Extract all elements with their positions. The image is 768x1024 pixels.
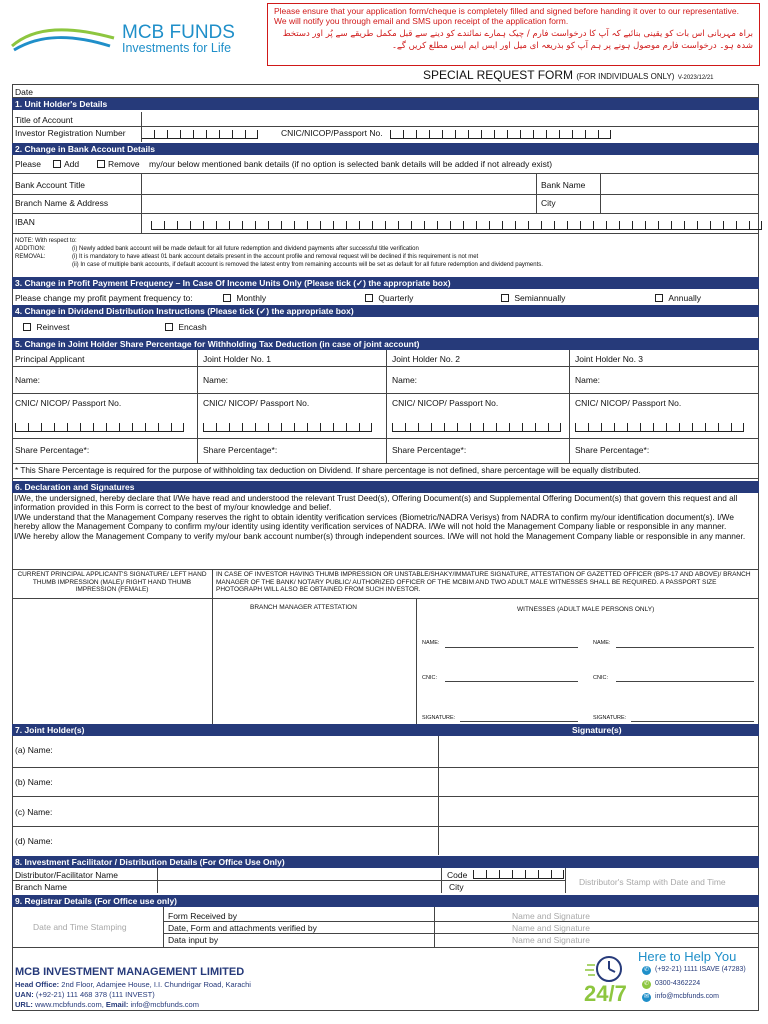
date-time-stamping: Date and Time Stamping	[33, 922, 127, 932]
data-input-by: Data input by	[168, 935, 219, 945]
option-monthly[interactable]	[223, 293, 266, 303]
quarterly-checkbox[interactable]	[365, 294, 373, 302]
divider	[12, 233, 759, 234]
option-annually[interactable]	[655, 293, 701, 303]
form-verified-name-sig: Name and Signature	[512, 923, 590, 933]
branch-name-address-label: Branch Name & Address	[15, 198, 109, 208]
monthly-checkbox[interactable]	[223, 294, 231, 302]
form-received-by: Form Received by	[168, 911, 237, 921]
help-email-address[interactable]: info@mcbfunds.com	[655, 993, 719, 1000]
code-label: Code	[447, 870, 468, 880]
option-encash[interactable]	[165, 322, 207, 332]
witness-1-signature: SIGNATURE:	[422, 715, 456, 721]
section-7-header	[12, 724, 759, 736]
encash-label: Encash	[178, 322, 207, 332]
section-2-header: 2. Change in Bank Account Details	[12, 143, 759, 155]
declaration-text	[14, 494, 759, 541]
col-joint-2: Joint Holder No. 2	[392, 354, 461, 364]
city-label-s8: City	[449, 882, 464, 892]
option-semiannually[interactable]	[501, 293, 565, 303]
thumb-note: IN CASE OF INVESTOR HAVING THUMB IMPRESSION OR UNSTABLE/SHAKY/IMMATURE SIGNATURE, ATTESTATION OF GAZETTED OFFICER (BPS-17 AND ABOVE)/ BRANCH MANAGER OF THE BANK/ NOTARY PUBLIC/ AUTHORIZED OFFICER OF THE MCBIM AND TWO ADULT MALE WITNESSES SHALL BE REQUIRED. A PASSPORT SIZE PHOTOGRAPH WILL ALSO BE OBTAINED FROM SUCH INVESTOR.	[216, 571, 751, 594]
help-email	[642, 993, 719, 1002]
investor-reg-label: Investor Registration Number	[15, 128, 126, 138]
phone-icon: ✆	[643, 967, 650, 973]
help-mobile	[642, 980, 700, 989]
divider	[12, 947, 759, 948]
form-subtitle: (FOR INDIVIDUALS ONLY)	[576, 72, 675, 81]
divider	[141, 126, 142, 142]
divider	[12, 826, 759, 827]
witness-2-cnic: CNIC:	[593, 675, 608, 681]
facilitator-name-label: Distributor/Facilitator Name	[15, 870, 118, 880]
divider	[12, 194, 759, 195]
bank-account-title-label: Bank Account Title	[15, 180, 85, 190]
help-phone	[642, 966, 746, 975]
brand-name: MCB FUNDS	[122, 22, 235, 43]
witness-2-signature: SIGNATURE:	[593, 715, 627, 721]
note-addition-text: (i) Newly added bank account will be made default for all future redemption and dividend payments after successful title verification	[72, 246, 419, 252]
divider	[12, 478, 759, 479]
witness-1-name: NAME:	[422, 640, 440, 646]
email-link[interactable]: info@mcbfunds.com	[130, 1000, 199, 1009]
note-title: NOTE: With respect to:	[15, 238, 77, 244]
uan	[15, 990, 155, 999]
code-boxes[interactable]	[473, 869, 564, 879]
witness-2-name-line[interactable]	[616, 647, 754, 648]
head-office-label: Head Office:	[15, 980, 60, 989]
help-title: Here to Help You	[638, 949, 737, 964]
remove-label: Remove	[108, 159, 140, 169]
section-9-header: 9. Registrar Details (For Office use only)	[12, 895, 759, 907]
city-label: City	[541, 198, 556, 208]
col-joint-1: Joint Holder No. 1	[203, 354, 272, 364]
annually-label: Annually	[668, 293, 701, 303]
name-principal: Name:	[15, 375, 41, 385]
mcb-funds-logo	[10, 24, 118, 54]
witnesses-heading: WITNESSES (ADULT MALE PERSONS ONLY)	[517, 606, 655, 613]
signature-heading: CURRENT PRINCIPAL APPLICANT'S SIGNATURE/ LEFT HAND THUMB IMPRESSION (MALE)/ RIGHT HAND THUMB IMPRESSION (FEMALE)	[17, 571, 207, 594]
bank-add-option[interactable]	[53, 159, 79, 169]
section-4-header: 4. Change in Dividend Distribution Instructions (Please tick (✓) the appropriate box)	[12, 305, 759, 317]
divider	[163, 907, 164, 947]
reinvest-label: Reinvest	[36, 322, 70, 332]
cnic-joint-3-boxes[interactable]	[575, 422, 744, 432]
divider	[12, 569, 759, 570]
help-mobile-number: 0300-4362224	[655, 980, 701, 987]
principal-signature-area[interactable]	[13, 599, 212, 723]
section-3-header: 3. Change in Profit Payment Frequency – In Case Of Income Units Only (Please tick (✓) the appropriate box)	[12, 277, 759, 289]
name-joint-2: Name:	[392, 375, 418, 385]
joint-holder-c: (c) Name:	[15, 807, 53, 817]
share-joint-3: Share Percentage*:	[575, 445, 650, 455]
notice-english: Please ensure that your application form/cheque is completely filled and signed before handing it over to our representative. We will notify you through email and SMS upon receipt of the application form.	[274, 6, 739, 26]
divider	[12, 796, 759, 797]
section-6-header: 6. Declaration and Signatures	[12, 481, 759, 493]
witness-1-signature-line[interactable]	[460, 721, 578, 722]
cnic-boxes[interactable]	[390, 129, 611, 139]
website-link[interactable]: www.mcbfunds.com,	[35, 1000, 104, 1009]
section-7-title: 7. Joint Holder(s)	[15, 725, 85, 735]
company-name: MCB INVESTMENT MANAGEMENT LIMITED	[15, 966, 245, 978]
head-office-address: 2nd Floor, Adamjee House, I.I. Chundrigar Road, Karachi	[61, 980, 251, 989]
witness-2-signature-line[interactable]	[631, 721, 754, 722]
data-input-name-sig: Name and Signature	[512, 935, 590, 945]
note-removal-text-1: (i) It is mandatory to have atleast 01 bank account details present in the account profile and removal request will be declined if this requirement is not met	[72, 254, 479, 260]
form-title-text: SPECIAL REQUEST FORM	[423, 68, 574, 82]
name-joint-1: Name:	[203, 375, 229, 385]
cnic-joint-1-label: CNIC/ NICOP/ Passport No.	[203, 398, 310, 408]
share-joint-2: Share Percentage*:	[392, 445, 467, 455]
section-5-header: 5. Change in Joint Holder Share Percentage for Withholding Tax Deduction (in case of joint account)	[12, 338, 759, 350]
distributor-stamp: Distributor's Stamp with Date and Time	[579, 877, 726, 887]
witness-1-cnic: CNIC:	[422, 675, 437, 681]
bank-account-title-field[interactable]	[142, 174, 536, 194]
cnic-principal-label: CNIC/ NICOP/ Passport No.	[15, 398, 122, 408]
option-quarterly[interactable]	[365, 293, 413, 303]
share-principal: Share Percentage*:	[15, 445, 90, 455]
form-version: V-2023/12/21	[677, 75, 714, 81]
title-of-account-field[interactable]	[141, 112, 759, 126]
quarterly-label: Quarterly	[378, 293, 414, 303]
col-joint-3: Joint Holder No. 3	[575, 354, 644, 364]
note-addition-label: ADDITION:	[15, 246, 46, 252]
divider	[12, 463, 759, 464]
form-received-name-sig: Name and Signature	[512, 911, 590, 921]
remove-checkbox[interactable]	[97, 160, 105, 168]
divider	[565, 868, 566, 893]
divider	[212, 569, 213, 724]
joint-holder-a: (a) Name:	[15, 745, 53, 755]
monthly-label: Monthly	[236, 293, 267, 303]
bank-remove-option[interactable]	[97, 159, 140, 169]
iban-label: IBAN	[15, 217, 35, 227]
cnic-principal-boxes[interactable]	[15, 422, 184, 432]
semiannually-label: Semiannually	[514, 293, 566, 303]
divider	[163, 933, 759, 934]
notice-urdu: براہ مہربانی اس بات کو یقینی بنائیے کہ آپ کا درخواست فارم / چیک ہمارے نمائندے کو دینے سے قبل مکمل طریقے سے پُر اور دستخط شدہ ہو۔ درخواست فارم موصول ہونے پر ہم آپ کو بذریعہ ای میل اور ایس ایم ایس مطلع کریں گے۔	[282, 29, 753, 51]
clock-icon	[584, 953, 638, 983]
witness-2-cnic-line[interactable]	[616, 681, 754, 682]
divider	[416, 598, 417, 724]
iban-boxes[interactable]	[151, 220, 762, 230]
divider	[434, 907, 435, 947]
whatsapp-icon: ✆	[643, 981, 650, 987]
divider	[12, 880, 565, 881]
col-principal: Principal Applicant	[15, 354, 85, 364]
add-checkbox[interactable]	[53, 160, 61, 168]
cnic-joint-2-label: CNIC/ NICOP/ Passport No.	[392, 398, 499, 408]
witness-1-name-line[interactable]	[445, 647, 578, 648]
divider	[12, 438, 759, 439]
divider	[12, 767, 759, 768]
email-label: Email:	[105, 1000, 129, 1009]
url-label: URL:	[15, 1000, 33, 1009]
uan-number: (+92-21) 111 468 378 (111 INVEST)	[35, 990, 155, 999]
divider	[12, 393, 759, 394]
reinvest-checkbox[interactable]	[23, 323, 31, 331]
form-verified-by: Date, Form and attachments verified by	[168, 923, 317, 933]
encash-checkbox[interactable]	[165, 323, 173, 331]
divider	[12, 366, 759, 367]
branch-manager-attestation: BRANCH MANAGER ATTESTATION	[250, 604, 357, 611]
declaration-para-1: I/We, the undersigned, hereby declare that I/We have read and understood the relevant Trust Deed(s), Offering Document(s) and Supplemental Offering Document(s) that govern this request and all information provided in this Form is correct to the best of my/our knowledge and belief.	[14, 493, 738, 513]
head-office	[15, 980, 251, 989]
divider	[12, 213, 759, 214]
help-phone-number: (+92-21) 1111 ISAVE (47283)	[655, 966, 746, 973]
note-removal-text-2: (ii) In case of multiple bank accounts, if default account is removed the latest entry from remaining accounts will be set as default for all future redemption and dividend payments.	[72, 262, 543, 268]
annually-checkbox[interactable]	[655, 294, 663, 302]
joint-holder-d: (d) Name:	[15, 836, 53, 846]
witness-1-cnic-line[interactable]	[445, 681, 578, 682]
bank-please-label: Please	[15, 159, 41, 169]
divider	[536, 173, 537, 213]
share-joint-1: Share Percentage*:	[203, 445, 278, 455]
joint-holder-b: (b) Name:	[15, 777, 53, 787]
notice-box	[267, 3, 760, 66]
form-title	[423, 68, 714, 82]
option-reinvest[interactable]	[23, 322, 69, 332]
bank-instruction: my/our below mentioned bank details (if no option is selected bank details will be added if not already exist)	[149, 159, 553, 169]
cnic-joint-2-boxes[interactable]	[392, 422, 561, 432]
divider	[163, 921, 759, 922]
section-1-header: 1. Unit Holder's Details	[12, 98, 759, 110]
investor-reg-boxes[interactable]	[141, 129, 258, 139]
contact-links	[15, 1000, 199, 1009]
email-icon: ✉	[643, 994, 650, 1000]
share-footnote: * This Share Percentage is required for the purpose of withholding tax deduction on Dividend. If share percentage is not defined, share percentage will be equally distributed.	[15, 466, 641, 475]
cnic-joint-1-boxes[interactable]	[203, 422, 372, 432]
bank-name-label: Bank Name	[541, 180, 586, 190]
title-of-account-label: Title of Account	[15, 115, 73, 125]
section-8-header: 8. Investment Facilitator / Distribution Details (For Office Use Only)	[12, 856, 759, 868]
brand-tagline: Investments for Life	[122, 41, 232, 55]
declaration-para-3: I/We hereby allow the Management Company to verify my/our bank account number(s) through independent sources. I/We will not hold the Management Company liable or responsible in any manner.	[14, 530, 746, 541]
declaration-para-2: I/We understand that the Management Company reserves the right to obtain identity verification services (Biometric/NADRA Verisys) from NADRA to confirm my/our identification document(s). I/We hereby allow the Management Company to confirm my/our identity using identity verification services of NADRA. I/We will not hold the Management Company liable or responsible in any manner.	[14, 511, 734, 532]
note-removal-label: REMOVAL:	[15, 254, 46, 260]
divider	[600, 173, 601, 213]
uan-label: UAN:	[15, 990, 34, 999]
divider	[12, 126, 759, 127]
cnic-joint-3-label: CNIC/ NICOP/ Passport No.	[575, 398, 682, 408]
badge-24-7: 24/7	[584, 981, 627, 1006]
name-joint-3: Name:	[575, 375, 601, 385]
witness-2-name: NAME:	[593, 640, 611, 646]
branch-name-label: Branch Name	[15, 882, 67, 892]
frequency-prompt: Please change my profit payment frequency to:	[15, 293, 193, 303]
date-label: Date	[15, 87, 33, 97]
cnic-label: CNIC/NICOP/Passport No.	[281, 128, 383, 138]
add-label: Add	[64, 159, 80, 169]
semiannually-checkbox[interactable]	[501, 294, 509, 302]
section-7-signature-title: Signature(s)	[572, 725, 622, 735]
divider	[441, 868, 442, 893]
